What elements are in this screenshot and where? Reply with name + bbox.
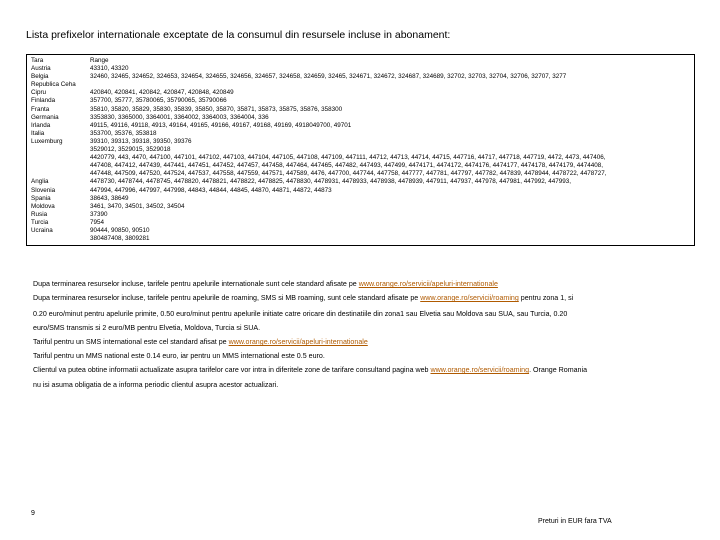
country-cell: Franta — [31, 105, 50, 113]
page-number: 9 — [31, 510, 35, 517]
paragraph-roaming-tariffs — [33, 294, 573, 302]
paragraph-tariff-zones — [33, 366, 587, 374]
prefix-table — [26, 54, 695, 246]
paragraph-text: pentru zona 1, si — [520, 294, 574, 302]
country-cell: Rusia — [31, 210, 48, 218]
range-cell: 447448, 447509, 447520, 447524, 447537, 447558, 447559, 447571, 447589, 4476, 447700, 447744, 447758, 447777, 447781, 447797, 447782, 447839, 4478944, 4478722, 4478727, — [90, 170, 607, 178]
range-cell: 35810, 35820, 35829, 35830, 35839, 35850, 35870, 35871, 35873, 35875, 35876, 358300 — [90, 105, 343, 113]
range-cell: 3529012, 3529015, 3529018 — [90, 146, 171, 154]
range-cell: 3461, 3470, 34501, 34502, 34504 — [90, 202, 185, 210]
country-cell: Germania — [31, 113, 59, 121]
paragraph-text: Dupa terminarea resurselor incluse, tarifele pentru apelurile de roaming, SMS si MB roaming, sunt cele standard afisate pe — [33, 294, 419, 302]
country-header: Tara — [31, 57, 44, 64]
country-cell: Spania — [31, 194, 51, 202]
roaming-zones-link[interactable]: www.orange.ro/servicii/roaming — [430, 366, 530, 374]
country-cell: Finlanda — [31, 97, 56, 105]
country-cell: Irlanda — [31, 121, 51, 129]
paragraph-sms-international — [33, 338, 368, 346]
paragraph-roaming-prices-cont: euro/SMS transmis si 2 euro/MB pentru Elvetia, Moldova, Turcia si SUA. — [33, 324, 261, 332]
country-cell: Moldova — [31, 202, 55, 210]
range-cell: 4478730, 4478744, 4478745, 4478820, 4478821, 4478822, 4478825, 4478830, 4478931, 4478933, 4478938, 4478939, 447911, 447937, 447978, 447981, 447992, 447993, — [90, 178, 572, 186]
range-cell: 43310, 43320 — [90, 65, 129, 73]
paragraph-text: Tariful pentru un SMS international este cel standard afisat pe — [33, 338, 227, 346]
range-cell: 39310, 39313, 39318, 39350, 39376 — [90, 137, 192, 145]
range-cell: 380487408, 3809281 — [90, 235, 150, 243]
range-cell: 90444, 90850, 90510 — [90, 226, 150, 234]
range-cell: 7954 — [90, 218, 105, 226]
roaming-link[interactable]: www.orange.ro/servicii/roaming — [420, 294, 519, 302]
country-cell: Luxemburg — [31, 137, 63, 145]
range-cell: 37390 — [90, 210, 108, 218]
range-cell: 447994, 447996, 447997, 447998, 44843, 44844, 44845, 44870, 44871, 44872, 44873 — [90, 186, 332, 194]
country-cell: Anglia — [31, 178, 49, 186]
paragraph-mms: Tariful pentru un MMS national este 0.14 euro, iar pentru un MMS international este 0.5 euro. — [33, 352, 325, 360]
country-cell: Republica Ceha — [31, 81, 76, 89]
range-cell: 32460, 32465, 324652, 324653, 324654, 324655, 324656, 324657, 324658, 324659, 32465, 324671, 324672, 324687, 324689, 32702, 32703, 32704, 32706, 32707, 3277 — [90, 73, 567, 81]
range-header: Range — [90, 57, 109, 64]
page-title: Lista prefixelor internationale exceptate de la consumul din resursele incluse in abonament: — [26, 29, 451, 41]
paragraph-text: Clientul va putea obtine informatii actualizate asupra tarifelor care vor intra in diferitele zone de tarifare consultand pagina web — [33, 366, 429, 374]
country-cell: Ucraina — [31, 226, 53, 234]
country-cell: Belgia — [31, 73, 49, 81]
footer-note: Preturi in EUR fara TVA — [538, 518, 612, 525]
range-cell: 357700, 35777, 35780065, 35790065, 35790066 — [90, 97, 227, 105]
country-column — [31, 57, 87, 235]
international-sms-link[interactable]: www.orange.ro/servicii/apeluri-internationale — [228, 338, 368, 346]
range-cell: 38643, 38649 — [90, 194, 129, 202]
international-calls-link[interactable]: www.orange.ro/servicii/apeluri-internationale — [358, 280, 498, 288]
paragraph-disclaimer: nu isi asuma obligatia de a informa periodic clientul asupra acestor actualizari. — [33, 381, 279, 389]
paragraph-text: . Orange Romania — [529, 366, 588, 374]
range-cell: 420840, 420841, 420842, 420847, 420848, 420849 — [90, 89, 234, 97]
country-cell: Slovenia — [31, 186, 56, 194]
country-cell: Turcia — [31, 218, 49, 226]
range-column — [90, 57, 690, 243]
range-cell: 353700, 35376, 353818 — [90, 129, 157, 137]
range-cell: 4420779, 443, 4470, 447100, 447101, 447102, 447103, 447104, 447105, 447108, 447109, 447111, 44712, 44713, 44714, 44715, 447716, 44717, 447718, 447719, 4472, 4473, 447406, — [90, 154, 606, 162]
country-cell: Austria — [31, 65, 51, 73]
paragraph-international-tariffs — [33, 280, 498, 288]
country-cell: Italia — [31, 129, 45, 137]
paragraph-text: Dupa terminarea resurselor incluse, tarifele pentru apelurile internationale sunt cele standard afisate pe — [33, 280, 357, 288]
range-cell: 49115, 49116, 49118, 4913, 49164, 49165, 49166, 49167, 49168, 49169, 4918049700, 49701 — [90, 121, 352, 129]
country-cell: Cipru — [31, 89, 47, 97]
range-cell: 447408, 447412, 447439, 447441, 447451, 447452, 447457, 447458, 447464, 447465, 447482, 447493, 447499, 4474171, 4474172, 4474176, 4474177, 4474178, 4474179, 4474408, — [90, 162, 603, 170]
range-cell: 3353830, 3365000, 3364001, 3364002, 3364003, 3364004, 336 — [90, 113, 269, 121]
paragraph-roaming-prices: 0.20 euro/minut pentru apelurile primite, 0.50 euro/minut pentru apelurile initiate catre oricare din destinatiile din zona1 sau Elvetia sau Moldova sau SUA, sau Turcia, 0.20 — [33, 310, 568, 318]
